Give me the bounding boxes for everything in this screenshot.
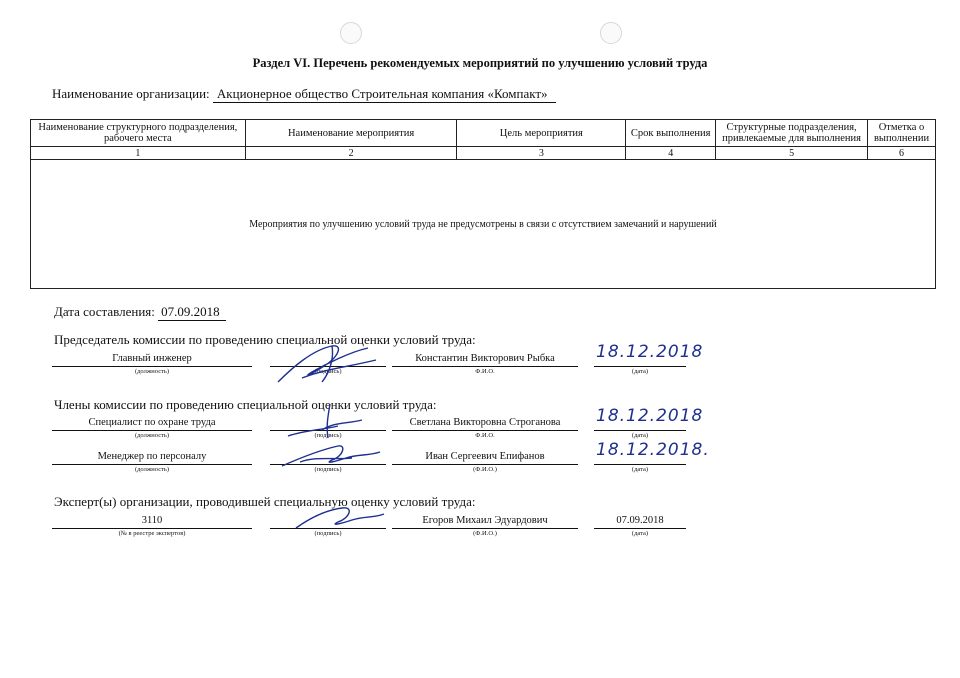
header-cell-mark: Отметка о выполнении (868, 120, 936, 147)
member-signature-row (0, 416, 960, 442)
member-handwritten-date: 18.12.2018 (596, 406, 704, 426)
header-cell-department: Наименование структурного подразделения, рабочего места (31, 120, 246, 147)
chairman-position-caption: (должность) (134, 368, 170, 375)
chairman-signature-icon (272, 338, 382, 388)
column-number: 2 (245, 147, 457, 160)
table-body-row (31, 160, 936, 289)
punch-hole-left (340, 22, 362, 44)
member-name-caption: Ф.И.О. (475, 432, 495, 439)
expert-signature-row (0, 514, 960, 540)
member-position: Менеджер по персоналу (52, 450, 252, 465)
table-header-row (31, 120, 936, 147)
header-cell-units: Структурные подразделения, привлекаемые для выполнения (716, 120, 868, 147)
chairman-name: Константин Викторович Рыбка (392, 352, 578, 367)
chairman-name-caption: Ф.И.О. (475, 368, 495, 375)
date-compiled-value: 07.09.2018 (158, 304, 226, 321)
member-date-caption: (дата) (631, 432, 649, 439)
date-compiled-line (54, 304, 226, 321)
section-title: Раздел VI. Перечень рекомендуемых мероприятий по улучшению условий труда (252, 56, 708, 70)
member-name: Иван Сергеевич Епифанов (392, 450, 578, 465)
column-number: 6 (868, 147, 936, 160)
experts-heading: Эксперт(ы) организации, проводившей специальную оценку условий труда: (54, 494, 476, 509)
expert-date-caption: (дата) (631, 530, 649, 537)
members-heading: Члены комиссии по проведению специальной оценки условий труда: (54, 397, 437, 412)
member-position: Специалист по охране труда (52, 416, 252, 431)
chairman-position: Главный инженер (52, 352, 252, 367)
chairman-signature-row (0, 352, 960, 378)
header-cell-goal: Цель мероприятия (457, 120, 626, 147)
expert-signature-caption: (подпись) (314, 530, 342, 537)
column-number: 3 (457, 147, 626, 160)
table-number-row (31, 147, 936, 160)
header-cell-deadline: Срок выполнения (626, 120, 716, 147)
column-number: 4 (626, 147, 716, 160)
chairman-handwritten-date: 18.12.2018 (596, 342, 704, 362)
chairman-heading: Председатель комиссии по проведению специальной оценки условий труда: (54, 332, 476, 347)
member-name: Светлана Викторовна Строганова (392, 416, 578, 431)
expert-registry-number: 3110 (52, 514, 252, 529)
expert-signature-icon (290, 500, 390, 534)
member-name-caption: (Ф.И.О.) (473, 466, 497, 473)
column-number: 1 (31, 147, 246, 160)
organization-label: Наименование организации: (52, 86, 210, 101)
measures-table (30, 119, 936, 289)
expert-name: Егоров Михаил Эдуардович (392, 514, 578, 529)
organization-line (52, 86, 556, 103)
member-date-caption: (дата) (631, 466, 649, 473)
member-signature-icon (276, 434, 386, 474)
chairman-date-caption: (дата) (631, 368, 649, 375)
member-signature-row (0, 450, 960, 476)
table-body-note: Мероприятия по улучшению условий труда не предусмотрены в связи с отсутствием замечаний и нарушений (31, 160, 936, 289)
date-compiled-label: Дата составления: (54, 304, 155, 319)
member-position-caption: (должность) (134, 432, 170, 439)
column-number: 5 (716, 147, 868, 160)
expert-date: 07.09.2018 (594, 514, 686, 529)
member-signature-caption: (подпись) (314, 432, 342, 439)
member-signature-caption: (подпись) (314, 466, 342, 473)
expert-registry-caption: (№ в реестре экспертов) (118, 530, 186, 537)
organization-name: Акционерное общество Строительная компания «Компакт» (213, 86, 556, 103)
member-handwritten-date: 18.12.2018. (596, 440, 710, 460)
member-position-caption: (должность) (134, 466, 170, 473)
expert-name-caption: (Ф.И.О.) (473, 530, 497, 537)
header-cell-measure: Наименование мероприятия (245, 120, 457, 147)
punch-hole-right (600, 22, 622, 44)
chairman-signature-caption: (подпись) (314, 368, 342, 375)
